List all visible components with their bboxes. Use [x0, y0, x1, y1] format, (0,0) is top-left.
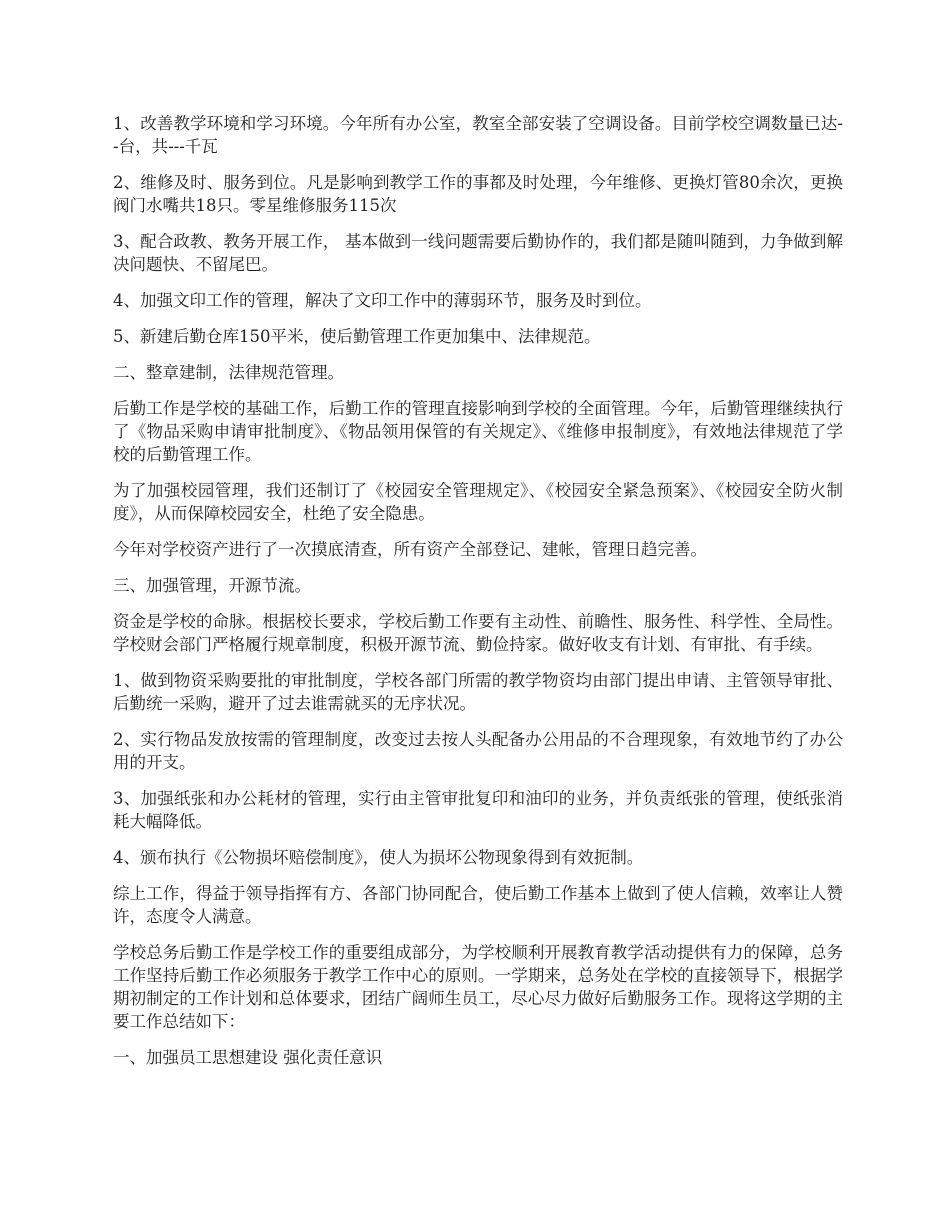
paragraph-printing: 4、加强文印工作的管理，解决了文印工作中的薄弱环节，服务及时到位。 — [113, 291, 652, 310]
paragraph-campus-safety: 为了加强校园管理，我们还制订了《校园安全管理规定》、《校园安全紧急预案》、《校园安全防火制度》，从而保障校园安全，杜绝了安全隐患。 — [113, 481, 843, 523]
paragraph-repairs: 2、维修及时、服务到位。凡是影响到教学工作的事都及时处理，今年维修、更换灯管80余次，更换阀门水嘴共18只。零星维修服务115次 — [113, 173, 843, 215]
paragraph-logistics-basis: 后勤工作是学校的基础工作，后勤工作的管理直接影响到学校的全面管理。今年，后勤管理继续执行了《物品采购申请审批制度》、《物品领用保管的有关规定》、《维修申报制度》，有效地法律规范了学校的后勤管理工作。 — [113, 399, 843, 464]
paragraph-damage-policy: 4、颁布执行《公物损坏赔偿制度》，使人为损坏公物现象得到有效扼制。 — [113, 848, 644, 867]
paragraph-paper: 3、加强纸张和办公耗材的管理，实行由主管审批复印和油印的业务，并负责纸张的管理，使纸张消耗大幅降低。 — [113, 789, 843, 831]
paragraph-funding: 资金是学校的命脉。根据校长要求，学校后勤工作要有主动性、前瞻性、服务性、科学性、全局性。学校财会部门严格履行规章制度，积极开源节流、勤俭持家。做好收支有计划、有审批、有手续。 — [113, 612, 843, 654]
paragraph-warehouse: 5、新建后勤仓库150平米，使后勤管理工作更加集中、法律规范。 — [113, 327, 601, 346]
paragraph-procurement: 1、做到物资采购要批的审批制度，学校各部门所需的教学物资均由部门提出申请、主管领导审批、后勤统一采购，避开了过去谁需就买的无序状况。 — [113, 671, 843, 713]
section-heading-3: 三、加强管理，开源节流。 — [113, 576, 311, 595]
paragraph-aircon: 1、改善教学环境和学习环境。今年所有办公室，教室全部安装了空调设备。目前学校空调数量已达--台，共---千瓦 — [113, 114, 843, 156]
paragraph-supplies: 2、实行物品发放按需的管理制度，改变过去按人头配备办公用品的不合理现象，有效地节约了办公用的开支。 — [113, 730, 843, 772]
paragraph-summary: 综上工作，得益于领导指挥有方、各部门协同配合，使后勤工作基本上做到了使人信赖，效率让人赞许，态度令人满意。 — [113, 884, 843, 926]
document-page — [113, 112, 843, 1082]
paragraph-asset-audit: 今年对学校资产进行了一次摸底清查，所有资产全部登记、建帐，管理日趋完善。 — [113, 540, 707, 559]
section-heading-1: 一、加强员工思想建设 强化责任意识 — [113, 1048, 383, 1067]
section-heading-2: 二、整章建制，法律规范管理。 — [113, 363, 344, 382]
paragraph-intro: 学校总务后勤工作是学校工作的重要组成部分，为学校顺利开展教育教学活动提供有力的保障，总务工作坚持后勤工作必须服务于教学工作中心的原则。一学期来，总务处在学校的直接领导下，根据学期初制定的工作计划和总体要求，团结广阔师生员工，尽心尽力做好后勤服务工作。现将这学期的主要工作总结如下： — [113, 943, 843, 1031]
paragraph-cooperation: 3、配合政教、教务开展工作， 基本做到一线问题需要后勤协作的，我们都是随叫随到，力争做到解决问题快、不留尾巴。 — [113, 232, 843, 274]
